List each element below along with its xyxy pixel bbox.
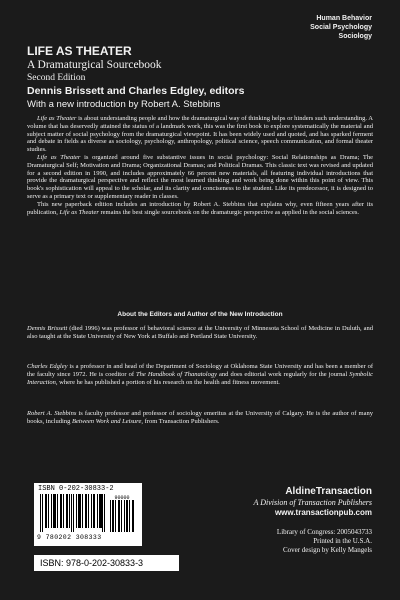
description-paragraph xyxy=(27,115,373,154)
bio-text: and does editorial work regularly for the journal xyxy=(216,370,350,378)
publisher-division: A Division of Transaction Publishers xyxy=(253,498,372,507)
cover-design: Cover design by Kelly Mangels xyxy=(282,546,372,554)
bio-edgley xyxy=(27,363,373,386)
category-label: Sociology xyxy=(338,33,372,40)
book-header xyxy=(27,44,373,111)
title-ref: Life as Theater xyxy=(37,115,77,122)
bio-text: is a professor in and head of the Department of Sociology at Oklahoma State University and has been a member of the faculty since 1972. He is coeditor of xyxy=(27,363,373,378)
about-heading: About the Editors and Author of the New Introduction xyxy=(117,311,283,318)
book-edition: Second Edition xyxy=(27,73,86,83)
printed-in: Printed in the U.S.A. xyxy=(313,537,372,545)
title-ref: Life as Theater xyxy=(37,153,81,161)
barcode xyxy=(34,483,142,546)
bio-name: Dennis Brissett xyxy=(27,325,68,332)
description-paragraph xyxy=(27,201,373,217)
bio-text: (died 1996) was professor of behavioral science at the University of Minnesota School of Medicine in Duluth, and also taught at the State University of New York at Buffalo and Portland State University. xyxy=(27,325,374,340)
ean-number: 9 780202 308333 xyxy=(37,534,102,541)
paragraph-text: is about understanding people and how the dramaturgical way of thinking helps or hinders such understanding. A volume that has deservedly attained the status of a landmark work, this was the first book to explore systematically the material and subject matter of social psychology from the dramaturgical viewpoint. It has been widely used and quoted, and has sparked ferment and debate in fields as diverse as sociology, psychology, anthropology, political science, speech communication, and formal theater studies. xyxy=(27,115,373,154)
category-label: Human Behavior xyxy=(316,15,372,22)
book-title: LIFE AS THEATER xyxy=(27,44,132,58)
description xyxy=(27,115,373,216)
bio-name: Charles Edgley xyxy=(27,363,68,370)
bio-text: is faculty professor and professor of sociology emeritus at the University of Calgary. He is the author of many books, including xyxy=(27,410,373,425)
category-label: Social Psychology xyxy=(310,24,372,31)
book-editors: Dennis Brissett and Charles Edgley, editors xyxy=(27,85,245,97)
bio-brissett xyxy=(27,325,373,341)
bio-book: The Handbook of Thanatology xyxy=(136,370,217,378)
bio-journal: Symbolic Interaction xyxy=(27,370,374,386)
isbn10-label: ISBN 0-202-30833-2 xyxy=(38,485,114,493)
description-paragraph xyxy=(27,154,373,201)
book-intro-credit: With a new introduction by Robert A. Stebbins xyxy=(27,99,221,110)
bio-text: , where he has published a portion of his research on the health and fitness movement. xyxy=(55,378,280,386)
library-of-congress: Library of Congress: 2005043733 xyxy=(276,528,372,536)
book-subtitle: A Dramaturgical Sourcebook xyxy=(27,59,162,71)
barcode-addon: 90000 xyxy=(114,495,130,501)
category-labels xyxy=(310,14,372,41)
paragraph-text: This new paperback edition includes an introduction by Robert A. Stebbins that explains why, even fifteen years after its publication, xyxy=(27,200,373,216)
publisher-block xyxy=(172,486,372,518)
bio-stebbins xyxy=(27,410,373,426)
publisher-name: AldineTransaction xyxy=(285,486,372,497)
credits-block xyxy=(172,528,372,555)
publisher-url: www.transactionpub.com xyxy=(274,508,372,517)
paragraph-text: is organized around five substantive issues in social psychology: Social Relationships as Drama; The Dramaturgical Self; Motivation and Drama; Organizational Dramas; and Political Dramas. This classic text was revised and updated for a second edition in 1990, and includes approximately 66 percent new materials, all featuring individual introductions that provide the dramaturgical perspective and reflect the most learned thinking and work being done within this point of view. This book's sophistication will appeal to the scholar, and its clarity and conciseness to the student. Like its predecessor, it is designed to serve as a primary text or supplementary reader in classes. xyxy=(27,153,373,200)
isbn13-label: ISBN: 978-0-202-30833-3 xyxy=(34,555,179,571)
bio-text: , from Transaction Publishers. xyxy=(141,417,220,425)
bio-book: Between Work and Leisure xyxy=(71,417,142,425)
bio-name: Robert A. Stebbins xyxy=(27,410,77,417)
barcode-bars xyxy=(40,494,136,532)
paragraph-text: remains the best single sourcebook on the dramaturgic perspective as applied in the social sciences. xyxy=(98,208,360,216)
title-ref: Life as Theater xyxy=(59,208,99,216)
